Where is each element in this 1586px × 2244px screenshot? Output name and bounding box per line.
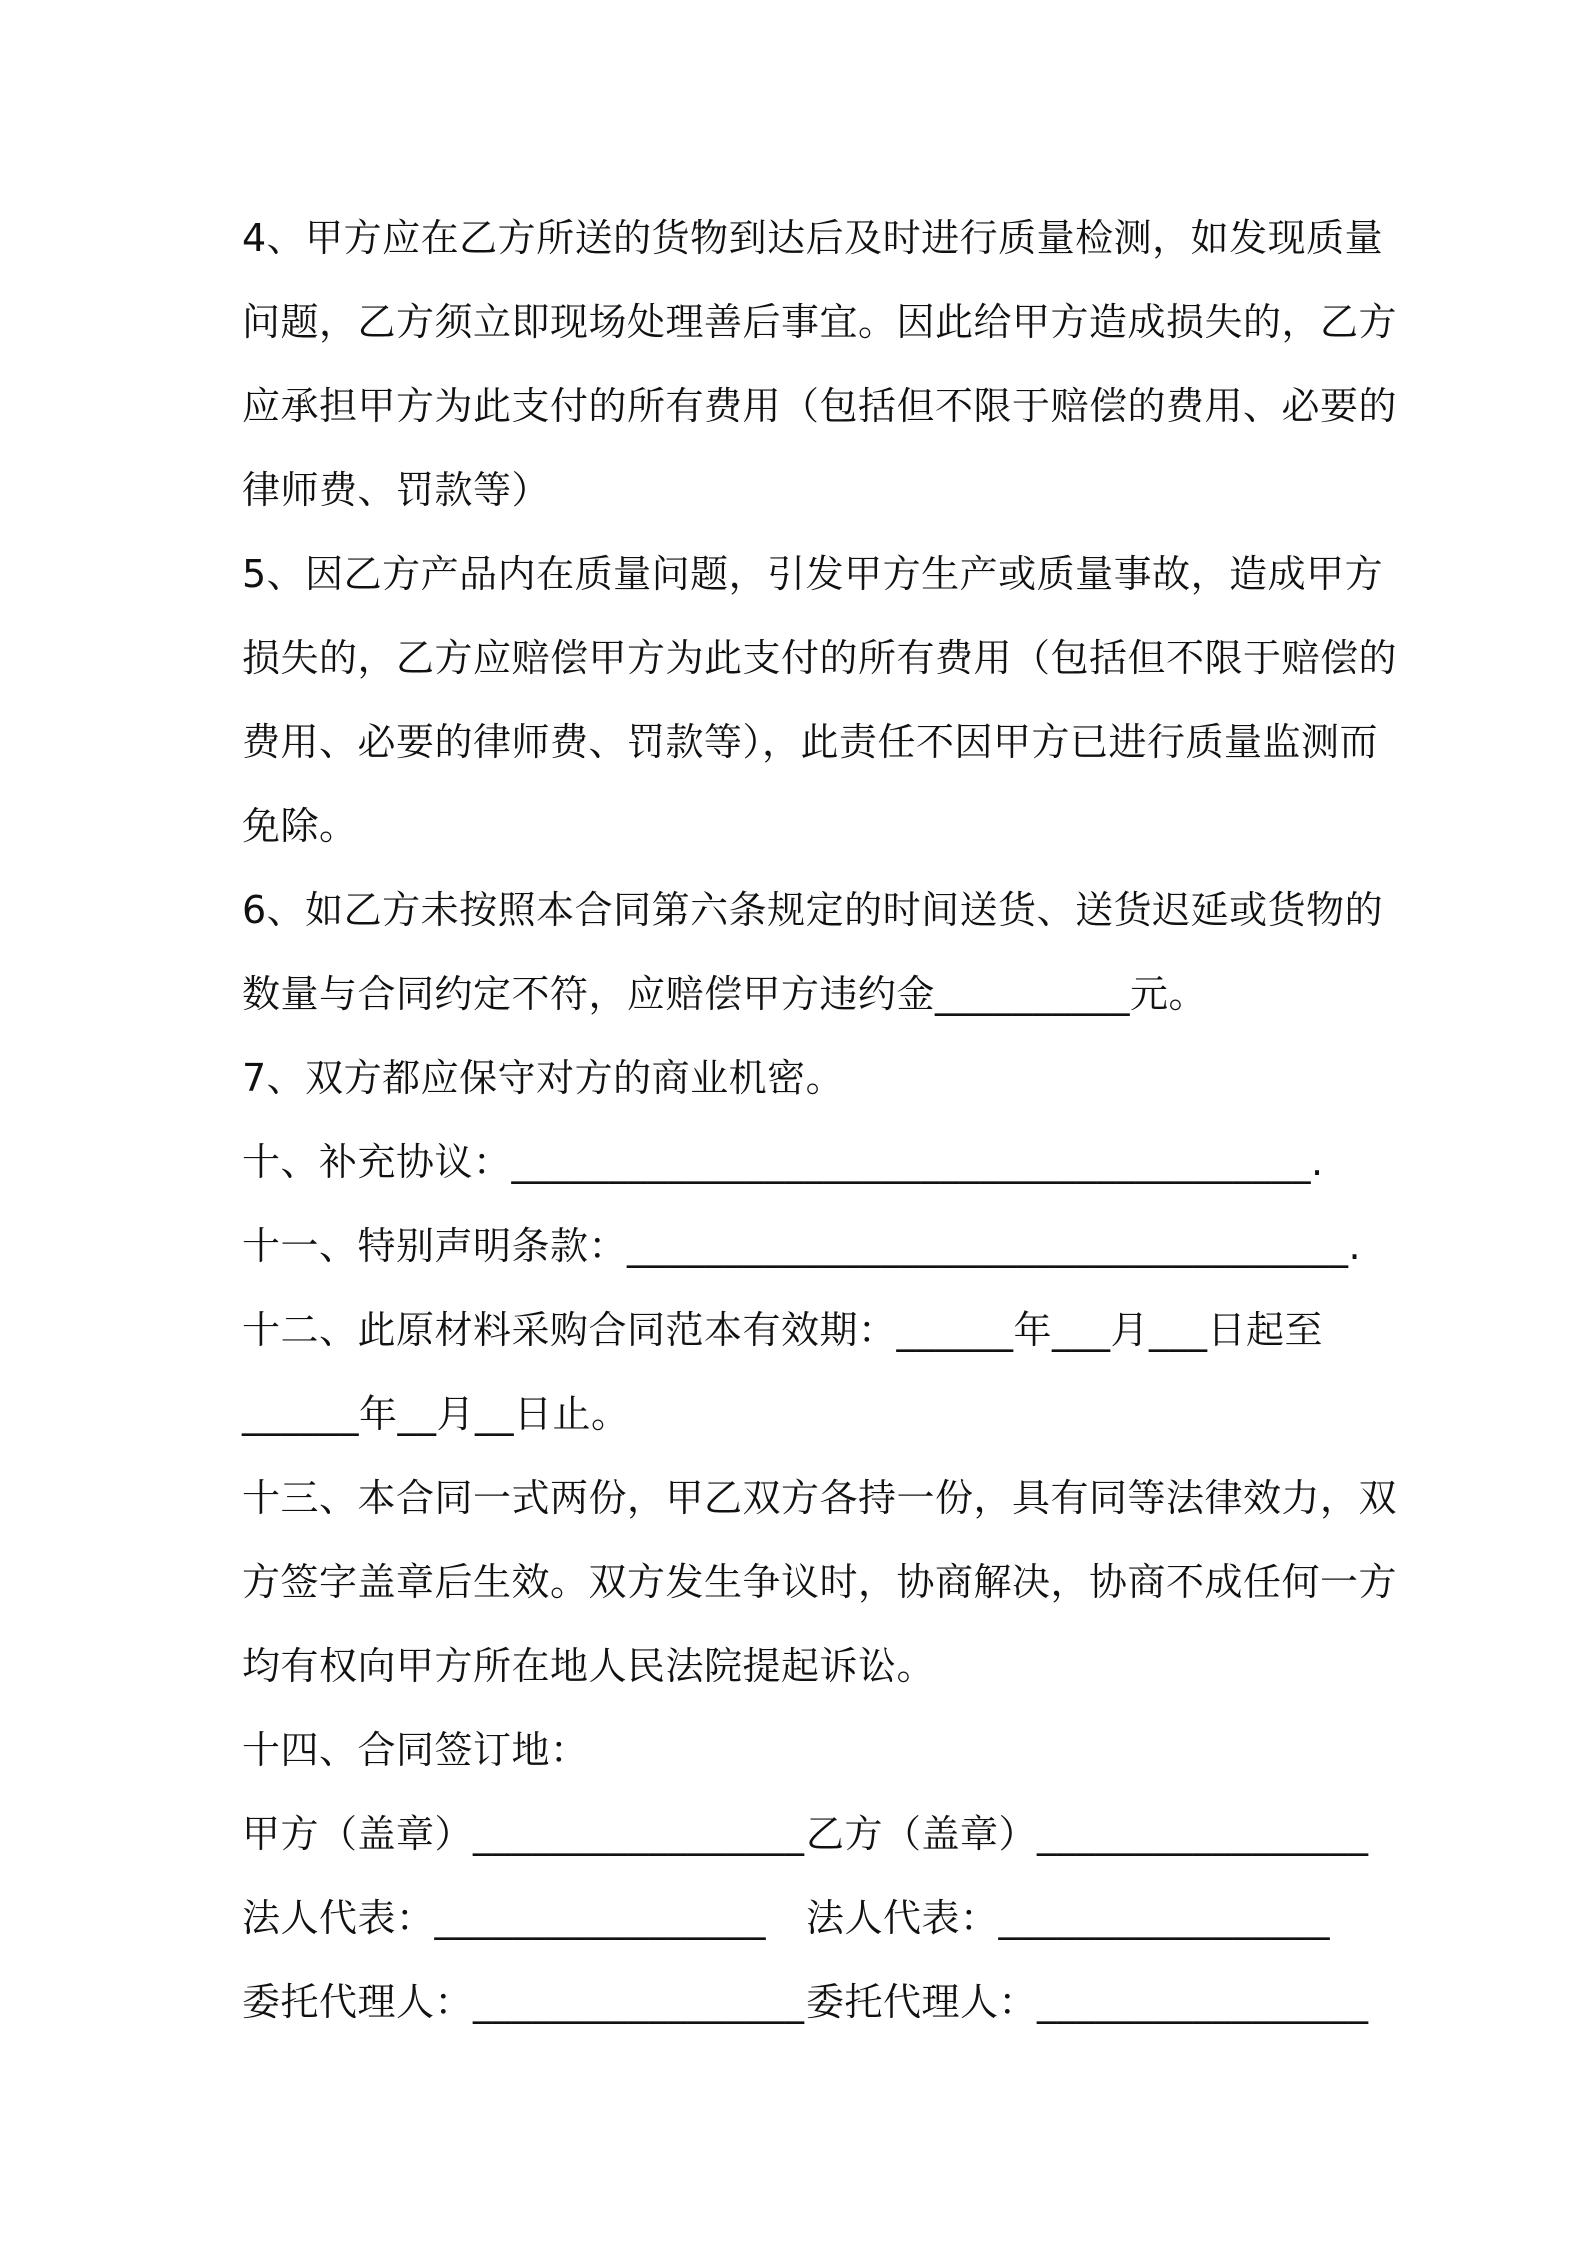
- section-13-line-3: 均有权向甲方所在地人民法院提起诉讼。: [242, 1644, 936, 1688]
- signature-row-seal: [242, 1792, 1369, 1876]
- signature-row-agent: [242, 1960, 1369, 2044]
- clause-4-line-4: 律师费、罚款等）: [242, 468, 551, 512]
- party-b-seal-field: 乙方（盖章）_________________: [806, 1812, 1369, 1856]
- party-a-agent-field: 委托代理人：_________________: [242, 1980, 805, 2024]
- section-10-supplement: 十、补充协议：_________________________________________.: [242, 1140, 1324, 1184]
- section-12-validity-line-1: 十二、此原材料采购合同范本有效期：______年___月___日起至: [242, 1308, 1324, 1352]
- signature-row-legal-rep: [242, 1876, 1358, 1960]
- clause-6-line-2: 数量与合同约定不符，应赔偿甲方违约金__________元。: [242, 972, 1208, 1016]
- clause-6-line-1: 6、如乙方未按照本合同第六条规定的时间送货、送货迟延或货物的: [242, 888, 1384, 932]
- clause-5-line-3: 费用、必要的律师费、罚款等），此责任不因甲方已进行质量监测而: [242, 720, 1379, 764]
- section-13-line-2: 方签字盖章后生效。双方发生争议时，协商解决，协商不成任何一方: [242, 1560, 1398, 1604]
- section-11-special-terms: 十一、特别声明条款：_____________________________________.: [242, 1224, 1362, 1268]
- clause-4-line-1: 4、甲方应在乙方所送的货物到达后及时进行质量检测，如发现质量: [242, 216, 1384, 260]
- clause-5-line-1: 5、因乙方产品内在质量问题，引发甲方生产或质量事故，造成甲方: [242, 552, 1384, 596]
- clause-5-line-4: 免除。: [242, 804, 358, 848]
- section-13-line-1: 十三、本合同一式两份，甲乙双方各持一份，具有同等法律效力，双: [242, 1476, 1398, 1520]
- section-12-validity-line-2: ______年__月__日止。: [242, 1392, 630, 1436]
- clause-5-line-2: 损失的，乙方应赔偿甲方为此支付的所有费用（包括但不限于赔偿的: [242, 636, 1398, 680]
- party-b-legal-rep-field: 法人代表：_________________: [806, 1896, 1331, 1940]
- party-b-agent-field: 委托代理人：_________________: [806, 1980, 1369, 2024]
- section-14-signing-place: 十四、合同签订地：: [242, 1728, 589, 1772]
- contract-page: [242, 196, 1398, 2044]
- clause-4-line-3: 应承担甲方为此支付的所有费用（包括但不限于赔偿的费用、必要的: [242, 384, 1398, 428]
- party-a-legal-rep-field: 法人代表：_________________: [242, 1896, 767, 1940]
- clause-7: 7、双方都应保守对方的商业机密。: [242, 1056, 845, 1100]
- party-a-seal-field: 甲方（盖章）_________________: [242, 1812, 805, 1856]
- clause-4-line-2: 问题，乙方须立即现场处理善后事宜。因此给甲方造成损失的，乙方: [242, 300, 1398, 344]
